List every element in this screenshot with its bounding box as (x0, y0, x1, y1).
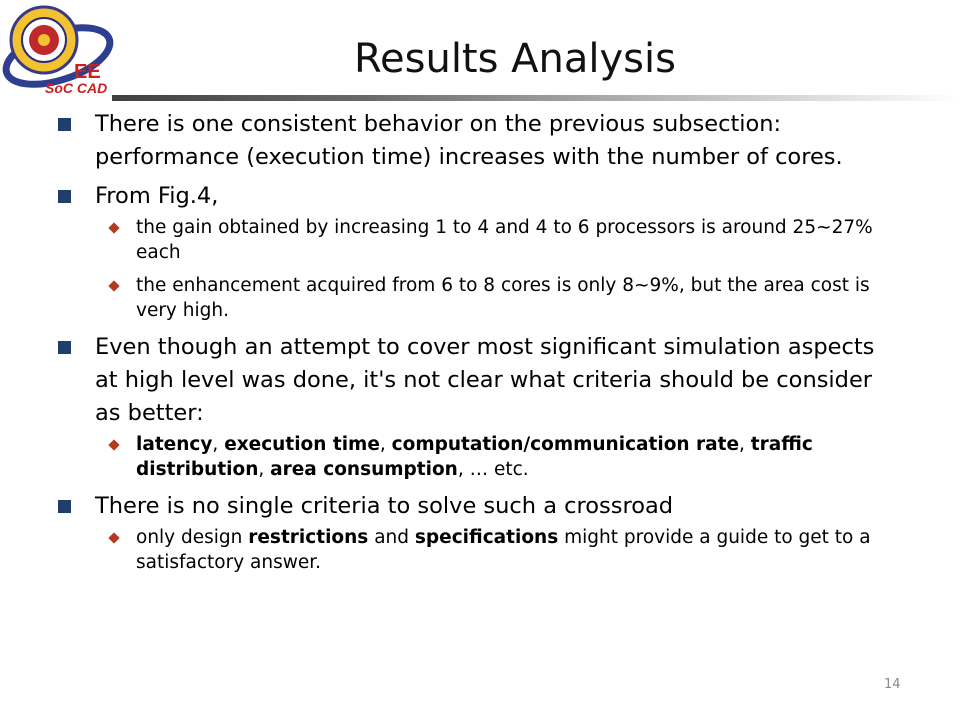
criteria-area: area consumption (270, 459, 458, 480)
bullet-item (55, 490, 900, 523)
bullet-item (55, 331, 900, 430)
page-number: 14 (884, 677, 901, 692)
sub-bullet-item (55, 525, 900, 575)
separator: , (379, 434, 392, 455)
diamond-bullet-icon (108, 222, 119, 233)
bullet-text: There is no single criteria to solve such a crossroad (95, 493, 674, 519)
text-fragment: and (368, 527, 415, 548)
slide-body (55, 108, 900, 583)
bullet-text: From Fig.4, (95, 183, 219, 209)
separator: , (212, 434, 225, 455)
guide-text (136, 527, 871, 573)
square-bullet-icon (58, 190, 71, 203)
diamond-bullet-icon (108, 532, 119, 543)
sub-bullet-item (55, 215, 900, 265)
diamond-bullet-icon (108, 439, 119, 450)
square-bullet-icon (58, 341, 71, 354)
criteria-comm-rate: computation/communication rate (391, 434, 740, 455)
separator: , (739, 434, 751, 455)
keyword-specifications: specifications (414, 527, 559, 548)
bullet-text: Even though an attempt to cover most significant simulation aspects at high level was done, it's not clear what criteria should be consider as better: (95, 334, 875, 426)
criteria-execution-time: execution time (224, 434, 380, 455)
square-bullet-icon (58, 118, 71, 131)
bullet-item (55, 108, 900, 174)
criteria-text (136, 434, 813, 480)
slide-title: Results Analysis (354, 36, 676, 82)
sub-bullet-item (55, 432, 900, 482)
bullet-item (55, 180, 900, 213)
diamond-bullet-icon (108, 280, 119, 291)
square-bullet-icon (58, 500, 71, 513)
text-fragment: only design (136, 527, 249, 548)
criteria-latency: latency (136, 434, 213, 455)
sub-bullet-item (55, 273, 900, 323)
keyword-restrictions: restrictions (248, 527, 369, 548)
sub-bullet-text: the gain obtained by increasing 1 to 4 and 4 to 6 processors is around 25~27% each (136, 217, 873, 263)
title-divider (112, 95, 960, 101)
sub-bullet-text: the enhancement acquired from 6 to 8 cores is only 8~9%, but the area cost is very high. (136, 275, 870, 321)
criteria-traffic: traffic distribution (136, 434, 813, 480)
soc-cad-logo (0, 0, 125, 100)
criteria-tail: , … etc. (457, 459, 529, 480)
separator: , (258, 459, 271, 480)
svg-text:EE: EE (74, 61, 101, 83)
bullet-text: There is one consistent behavior on the previous subsection: performance (execution time) increases with the number of cores. (95, 111, 843, 170)
svg-text:SoC CAD: SoC CAD (45, 80, 108, 96)
text-fragment: might provide a guide to get to a satisfactory answer. (136, 527, 871, 573)
